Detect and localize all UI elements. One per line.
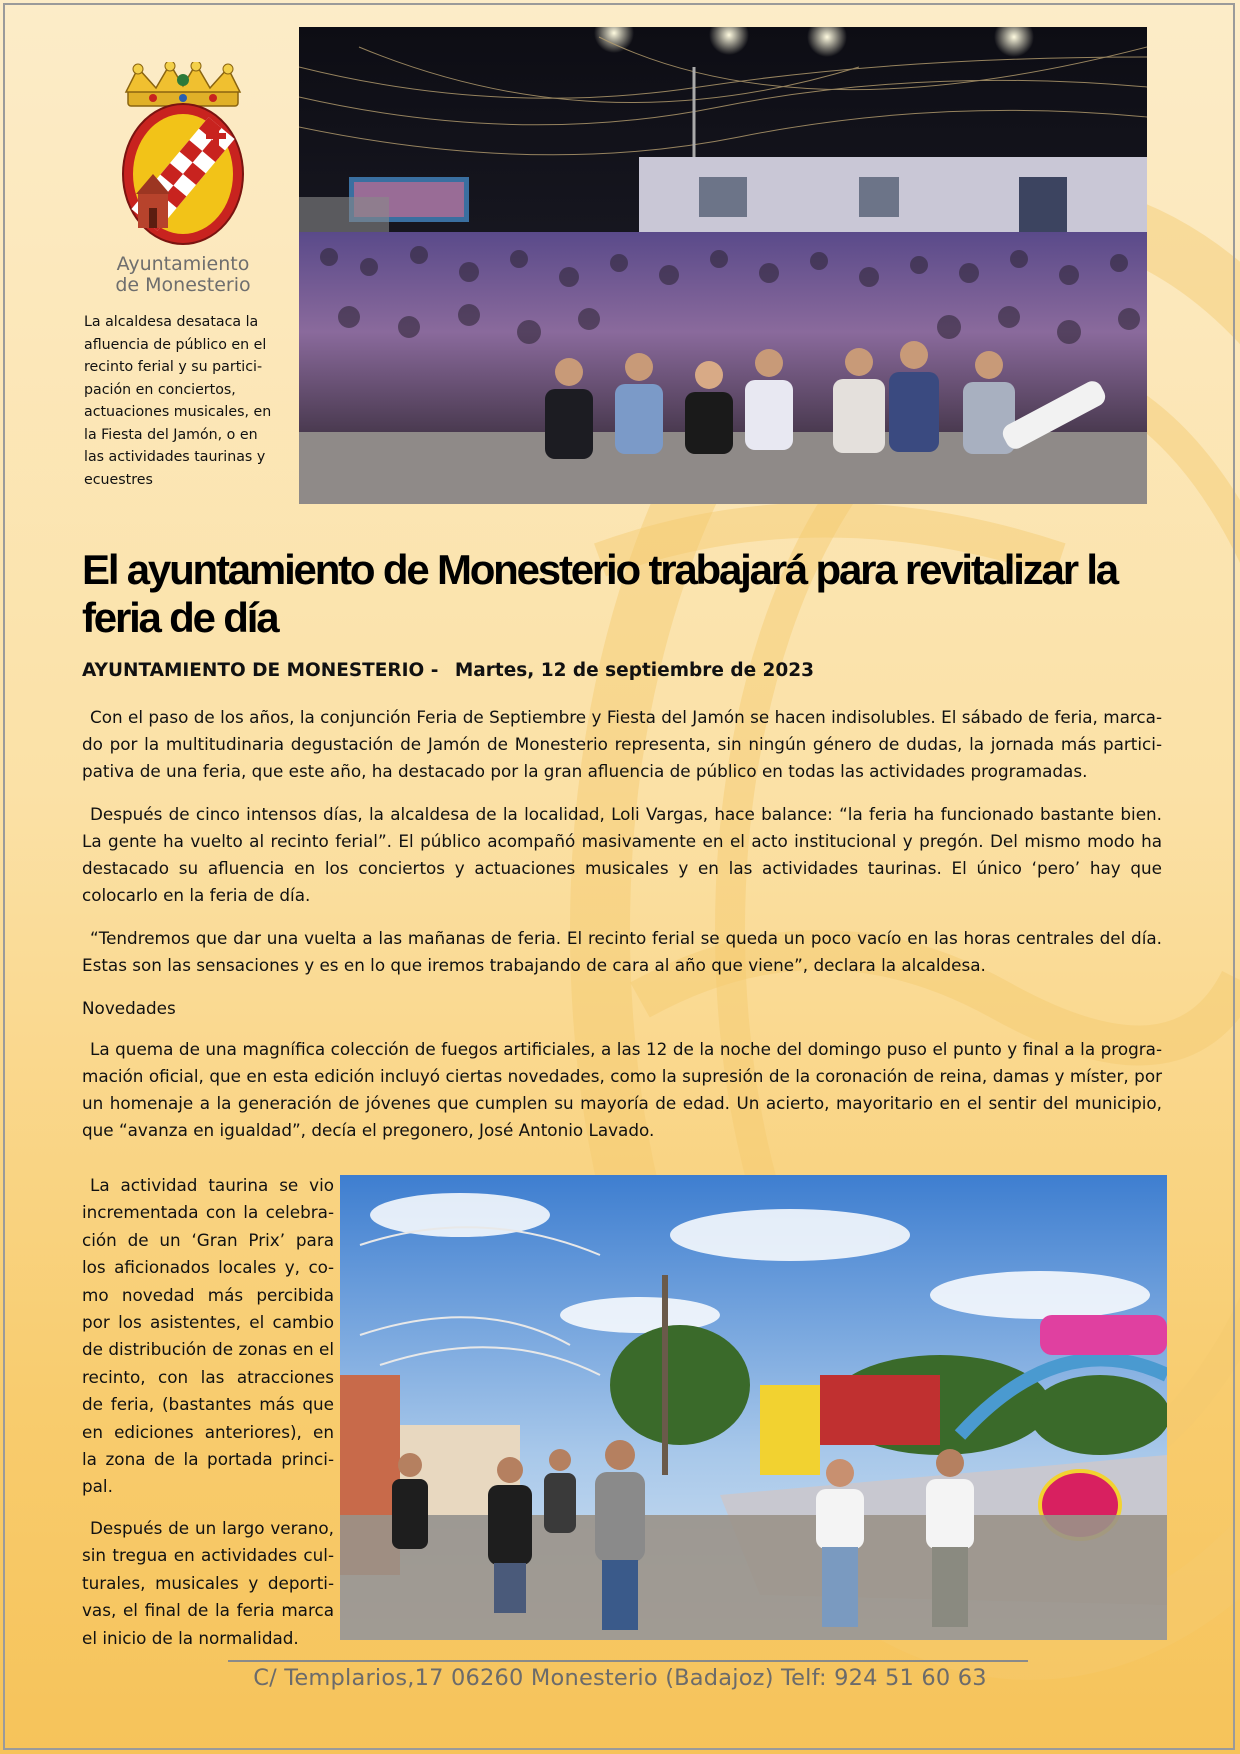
paragraph-6: Después de un largo verano, sin tregua en actividades culturales, musicales y deportivas, el final de la feria marca el inicio de la normalidad.	[82, 1517, 334, 1648]
concert-crowd-photo	[299, 27, 1147, 504]
footer-address: C/ Templarios,17 06260 Monesterio (Badajoz) Telf: 924 51 60 63	[253, 1665, 987, 1691]
logo-line-2: de Monesterio	[115, 274, 251, 296]
logo-wordmark	[108, 254, 258, 296]
article-byline	[82, 660, 814, 681]
paragraph-1: Con el paso de los años, la conjunción Feria de Septiembre y Fiesta del Jamón se hacen indisolubles. El sábado de feria, marcado por la multitudinaria degustación de Jamón de Monesterio representa, sin ningún género de dudas, la jornada más participativa de una feria, que este año, ha destacado por la gran afluencia de público en todas las actividades programadas.	[82, 707, 1162, 781]
narrow-column	[82, 1172, 334, 1666]
paragraph-2: Después de cinco intensos días, la alcaldesa de la localidad, Loli Vargas, hace balance: “la feria ha funcionado bastante bien. La gente ha vuelto al recinto ferial”. El público acompañó masivamente en el acto institucional y pregón. Del mismo modo ha destacado su afluencia en los conciertos y actuaciones musicales y en las actividades taurinas. El único ‘pero’ hay que colocarlo en la feria de día.	[82, 804, 1162, 905]
paragraph-5: La actividad taurina se vio incrementada con la celebración de un ‘Gran Prix’ para los aficionados locales y, como novedad más percibida por los asistentes, el cambio de distribución de zonas en el recinto, con las atracciones de feria, (bastantes más que en ediciones anteriores), en la zona de la portada principal.	[82, 1175, 334, 1497]
paragraph-4: La quema de una magnífica colección de fuegos artificiales, a las 12 de la noche del domingo puso el punto y final a la programación oficial, que en esta edición incluyó ciertas novedades, como la supresión de la coronación de reina, damas y míster, por un homenaje a la generación de jóvenes que cumplen su mayoría de edad. Un acierto, mayoritario en el sentir del municipio, que “avanza en igualdad”, decía el pregonero, José Antonio Lavado.	[82, 1039, 1162, 1140]
paragraph-3: “Tendremos que dar una vuelta a las mañanas de feria. El recinto ferial se queda un poco vacío en las horas centrales del día. Estas son las sensaciones y es en lo que iremos trabajando de cara al año que viene”, declara la alcaldesa.	[82, 928, 1162, 975]
section-subheading: Novedades	[82, 998, 176, 1018]
photo-caption: La alcaldesa desataca la afluencia de público en el recinto ferial y su participación en conciertos, actuaciones musicales, en la Fiesta del Jamón, o en las actividades taurinas y ecuestres	[84, 314, 272, 488]
footer-divider	[228, 1660, 1028, 1662]
logo-line-1: Ayuntamiento	[116, 253, 250, 275]
article-headline: El ayuntamiento de Monesterio trabajará para revitalizar la feria de día	[82, 546, 1117, 641]
byline-date: Martes, 12 de septiembre de 2023	[454, 660, 815, 681]
fairground-photo	[340, 1175, 1167, 1640]
article-body	[82, 704, 1162, 1160]
municipality-logo	[108, 62, 258, 297]
coat-of-arms-icon	[108, 62, 258, 252]
byline-organization: AYUNTAMIENTO DE MONESTERIO -	[82, 660, 439, 681]
